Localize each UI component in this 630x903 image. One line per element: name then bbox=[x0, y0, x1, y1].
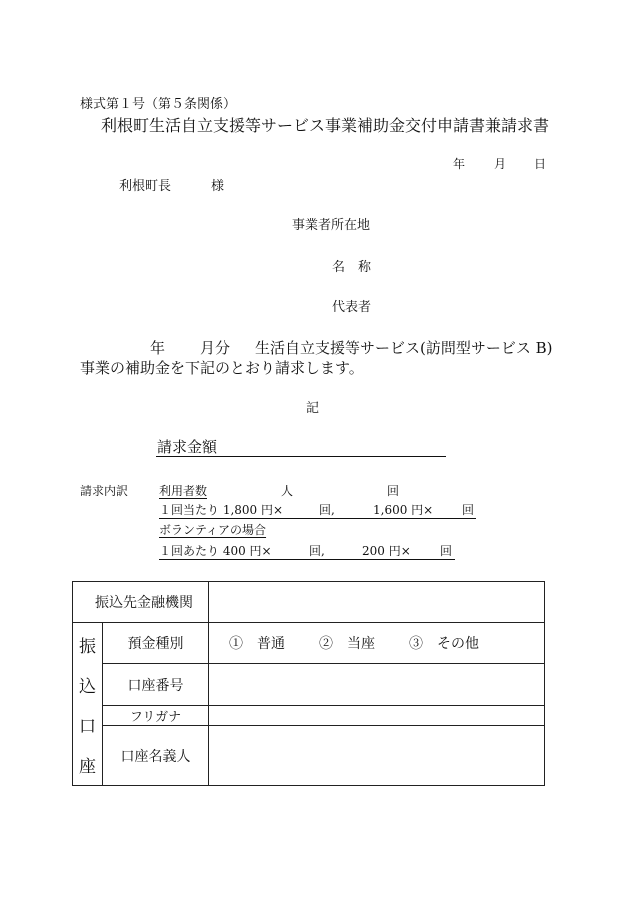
rate2-b-unit: 回 bbox=[440, 544, 453, 558]
vertical-char-4: 座 bbox=[79, 756, 96, 777]
body-month: 月分 bbox=[200, 339, 231, 357]
applicant-rep-label: 代表者 bbox=[332, 300, 372, 315]
institution-field[interactable] bbox=[209, 582, 545, 623]
account-holder-field[interactable] bbox=[209, 726, 545, 786]
rate1-a-unit: 回, bbox=[319, 503, 335, 517]
body-line1: 生活自立支援等サービス(訪問型サービス B) bbox=[255, 339, 553, 357]
deposit-type-options bbox=[209, 623, 545, 664]
institution-label: 振込先金融機関 bbox=[73, 582, 209, 623]
person-unit: 人 bbox=[281, 484, 294, 498]
applicant-name-label: 名 称 bbox=[332, 260, 372, 275]
rate2-b: 200 円× bbox=[362, 544, 411, 558]
account-number-label: 口座番号 bbox=[103, 664, 209, 706]
applicant-address-label: 事業者所在地 bbox=[292, 218, 371, 233]
deposit-option-ordinary[interactable]: ① 普通 bbox=[229, 636, 285, 652]
vertical-char-1: 振 bbox=[79, 636, 96, 657]
rate2-a-unit: 回, bbox=[309, 544, 325, 558]
date-year: 年 bbox=[453, 157, 466, 171]
deposit-option-current[interactable]: ② 当座 bbox=[319, 636, 375, 652]
account-holder-row bbox=[73, 726, 545, 786]
date-month: 月 bbox=[494, 157, 507, 171]
deposit-type-row bbox=[73, 623, 545, 664]
account-number-row bbox=[73, 664, 545, 706]
account-number-field[interactable] bbox=[209, 664, 545, 706]
users-label: 利用者数 bbox=[159, 484, 208, 498]
amount-underline bbox=[156, 456, 446, 457]
form-title: 利根町生活自立支援等サービス事業補助金交付申請書兼請求書 bbox=[101, 116, 550, 135]
rate2-a: １回あたり 400 円× bbox=[159, 544, 272, 558]
furigana-field[interactable] bbox=[209, 706, 545, 726]
form-number: 様式第１号（第５条関係） bbox=[80, 97, 237, 112]
rate1-b: 1,600 円× bbox=[373, 503, 434, 517]
amount-label: 請求金額 bbox=[157, 438, 218, 456]
vertical-char-3: 口 bbox=[79, 716, 96, 737]
institution-row bbox=[73, 582, 545, 623]
deposit-option-other[interactable]: ③ その他 bbox=[409, 636, 479, 652]
furigana-label: フリガナ bbox=[103, 706, 209, 726]
date-day: 日 bbox=[534, 157, 547, 171]
body-year: 年 bbox=[150, 339, 166, 357]
rate1-b-unit: 回 bbox=[462, 503, 475, 517]
addressee-honorific: 様 bbox=[211, 179, 225, 194]
rate1-a: １回当たり 1,800 円× bbox=[159, 503, 284, 517]
deposit-type-label: 預金種別 bbox=[103, 623, 209, 664]
addressee-name: 利根町長 bbox=[119, 179, 172, 194]
bank-transfer-table bbox=[72, 581, 545, 786]
volunteer-label: ボランティアの場合 bbox=[159, 523, 267, 537]
body-line2: 事業の補助金を下記のとおり請求します。 bbox=[80, 359, 364, 377]
vertical-char-2: 込 bbox=[79, 676, 96, 697]
rate1-underline bbox=[159, 518, 476, 519]
rate2-underline bbox=[159, 559, 455, 560]
vertical-label-cell bbox=[73, 623, 103, 786]
ki-label: 記 bbox=[306, 401, 320, 416]
account-holder-label: 口座名義人 bbox=[103, 726, 209, 786]
furigana-row bbox=[73, 706, 545, 726]
count-unit: 回 bbox=[387, 484, 400, 498]
breakdown-label: 請求内訳 bbox=[80, 484, 129, 498]
